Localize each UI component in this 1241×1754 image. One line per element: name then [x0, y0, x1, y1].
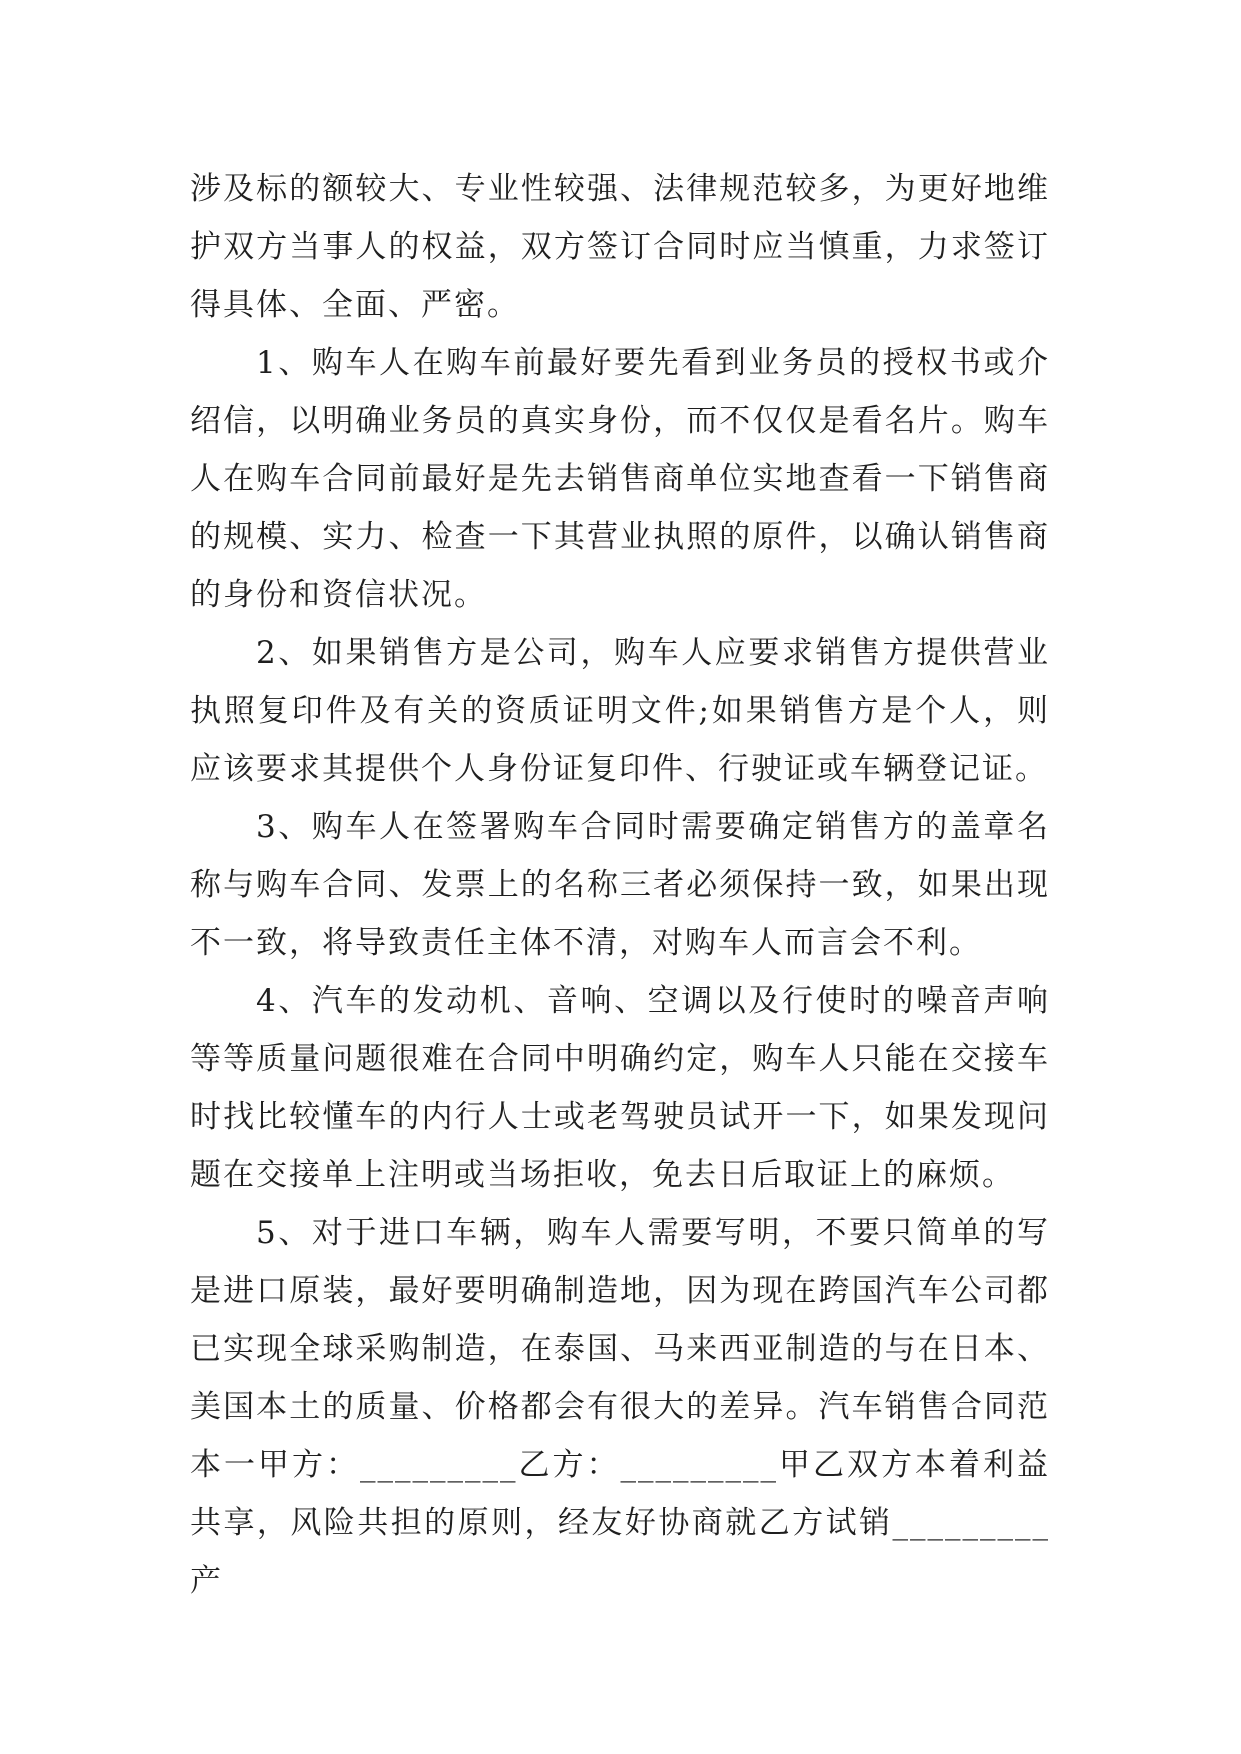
- paragraph-intro: 涉及标的额较大、专业性较强、法律规范较多，为更好地维护双方当事人的权益，双方签订合同时应当慎重，力求签订得具体、全面、严密。: [190, 171, 1050, 323]
- paragraph-item-2: 2、如果销售方是公司，购车人应要求销售方提供营业执照复印件及有关的资质证明文件;如果销售方是个人，则应该要求其提供个人身份证复印件、行驶证或车辆登记证。: [190, 635, 1050, 787]
- document-body: [190, 160, 1050, 1610]
- paragraph-item-3: 3、购车人在签署购车合同时需要确定销售方的盖章名称与购车合同、发票上的名称三者必须保持一致，如果出现不一致，将导致责任主体不清，对购车人而言会不利。: [190, 809, 1050, 961]
- paragraph-item-1: 1、购车人在购车前最好要先看到业务员的授权书或介绍信，以明确业务员的真实身份，而不仅仅是看名片。购车人在购车合同前最好是先去销售商单位实地查看一下销售商的规模、实力、检查一下其营业执照的原件，以确认销售商的身份和资信状况。: [190, 345, 1050, 613]
- paragraph-item-5: 5、对于进口车辆，购车人需要写明，不要只简单的写是进口原装，最好要明确制造地，因为现在跨国汽车公司都已实现全球采购制造，在泰国、马来西亚制造的与在日本、美国本土的质量、价格都会有很大的差异。汽车销售合同范本一甲方：_________乙方：_________甲乙双方本着利益共享，风险共担的原则，经友好协商就乙方试销_________ 产: [190, 1215, 1050, 1599]
- paragraph-item-4: 4、汽车的发动机、音响、空调以及行使时的噪音声响等等质量问题很难在合同中明确约定，购车人只能在交接车时找比较懂车的内行人士或老驾驶员试开一下，如果发现问题在交接单上注明或当场拒收，免去日后取证上的麻烦。: [190, 983, 1050, 1193]
